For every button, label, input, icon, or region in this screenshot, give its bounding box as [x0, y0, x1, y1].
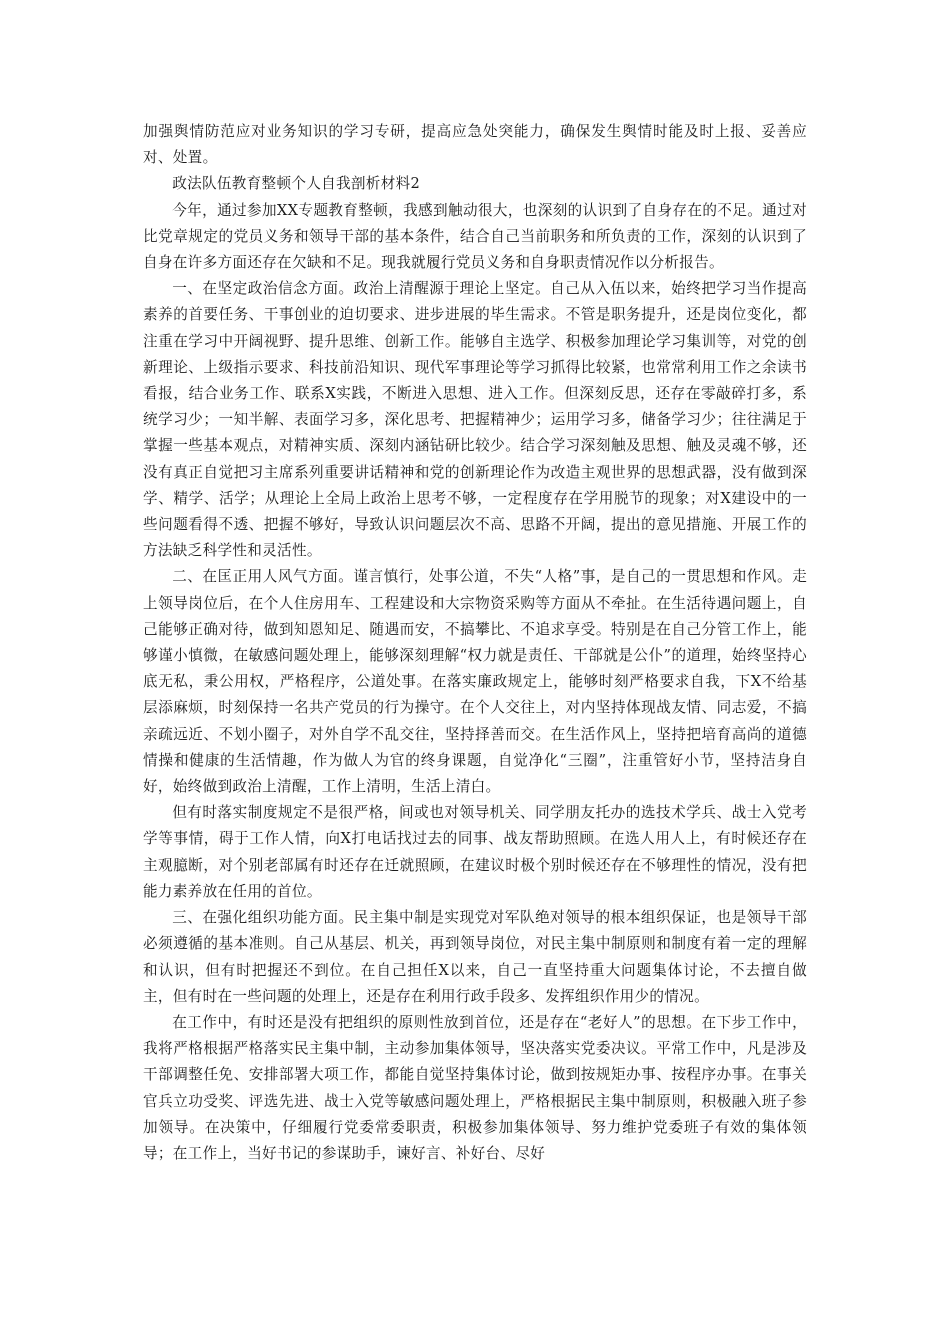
paragraph-organization: 三、在强化组织功能方面。民主集中制是实现党对军队绝对领导的根本组织保证，也是领导干部必须遵循的基本准则。自己从基层、机关，再到领导岗位，对民主集中制原则和制度有着一定的理解和认识，但有时把握还不到位。在自己担任X以来，自己一直坚持重大问题集体讨论，不去擅自做主，但有时在一些问题的处理上，还是存在利用行政手段多、发挥组织作用少的情况。 — [143, 909, 807, 1005]
paragraph-shortcomings: 但有时落实制度规定不是很严格，间或也对领导机关、同学朋友托办的选技术学兵、战士入党考学等事情，碍于工作人情，向X打电话找过去的同事、战友帮助照顾。在选人用人上，有时候还存在主观臆断，对个别老部属有时还存在迁就照顾，在建议时极个别时候还存在不够理性的情况，没有把能力素养放在任用的首位。 — [143, 804, 807, 900]
paragraph-work-practice: 在工作中，有时还是没有把组织的原则性放到首位，还是存在“老好人”的思想。在下步工作中，我将严格根据严格落实民主集中制，主动参加集体领导，坚决落实党委决议。平常工作中，凡是涉及干部调整任免、安排部署大项工作，都能自觉坚持集体讨论，做到按规矩办事、按程序办事。在事关官兵立功受奖、评选先进、战士入党等敏感问题处理上，严格根据民主集中制原则，积极融入班子参加领导。在决策中，仔细履行党委常委职责，积极参加集体领导、努力维护党委班子有效的集体领导；在工作上，当好书记的参谋助手，谏好言、补好台、尽好 — [143, 1013, 807, 1162]
paragraph-continuation: 加强舆情防范应对业务知识的学习专研，提高应急处突能力，确保发生舆情时能及时上报、妥善应对、处置。 — [143, 123, 807, 167]
section-title: 政法队伍教育整顿个人自我剖析材料2 — [172, 175, 421, 193]
document-page — [143, 119, 807, 1167]
paragraph-intro: 今年，通过参加XX专题教育整顿，我感到触动很大，也深刻的认识到了自身存在的不足。通过对比党章规定的党员义务和领导干部的基本条件，结合自己当前职务和所负责的工作，深刻的认识到了自身在许多方面还存在欠缺和不足。现我就履行党员义务和自身职责情况作以分析报告。 — [143, 201, 807, 272]
paragraph-personnel-ethos: 二、在匡正用人风气方面。谨言慎行，处事公道，不失“人格”事，是自己的一贯思想和作风。走上领导岗位后，在个人住房用车、工程建设和大宗物资采购等方面从不牵扯。在生活待遇问题上，自己能够正确对待，做到知恩知足、随遇而安，不搞攀比、不追求享受。特别是在自己分管工作上，能够谨小慎微，在敏感问题处理上，能够深刻理解“权力就是责任、干部就是公仆”的道理，始终坚持心底无私，秉公用权，严格程序，公道处事。在落实廉政规定上，能够时刻严格要求自我，下X不给基层添麻烦，时刻保持一名共产党员的行为操守。在个人交往上，对内坚持体现战友情、同志爱，不搞亲疏远近、不划小圈子，对外自学不乱交往，坚持择善而交。在生活作风上，坚持把培育高尚的道德情操和健康的生活情趣，作为做人为官的终身课题，自觉净化“三圈”，注重管好小节，坚持洁身自好，始终做到政治上清醒，工作上清明，生活上清白。 — [143, 568, 807, 796]
paragraph-political-belief: 一、在坚定政治信念方面。政治上清醒源于理论上坚定。自己从入伍以来，始终把学习当作提高素养的首要任务、干事创业的迫切要求、进步进展的毕生需求。不管是职务提升，还是岗位变化，都注重在学习中开阔视野、提升思维、创新工作。能够自主选学、积极参加理论学习集训等，对党的创新理论、上级指示要求、科技前沿知识、现代军事理论等学习抓得比较紧，也常常利用工作之余读书看报，结合业务工作、联系X实践，不断进入思想、进入工作。但深刻反思，还存在零敲碎打多，系统学习少；一知半解、表面学习多，深化思考、把握精神少；运用学习多，储备学习少；往往满足于掌握一些基本观点，对精神实质、深刻内涵钻研比较少。结合学习深刻触及思想、触及灵魂不够，还没有真正自觉把习主席系列重要讲话精神和党的创新理论作为改造主观世界的思想武器，没有做到深学、精学、活学；从理论上全局上政治上思考不够，一定程度存在学用脱节的现象；对X建设中的一些问题看得不透、把握不够好，导致认识问题层次不高、思路不开阔，提出的意见措施、开展工作的方法缺乏科学性和灵活性。 — [143, 280, 807, 560]
